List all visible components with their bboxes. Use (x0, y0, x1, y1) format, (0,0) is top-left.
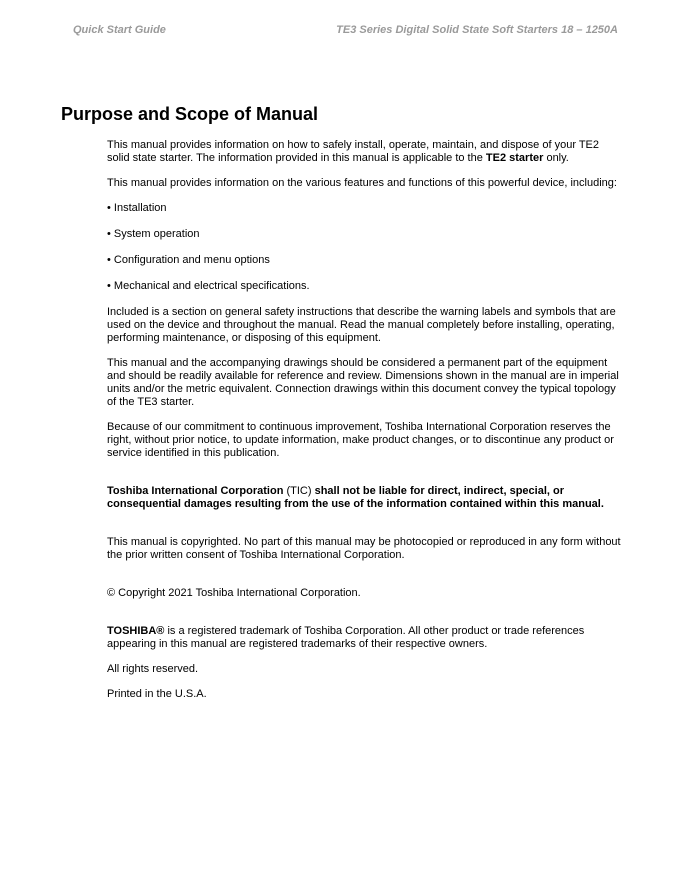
trademark-brand: TOSHIBA® (107, 625, 165, 637)
bullet-item-system-operation: • System operation (107, 228, 200, 240)
intro-text-a: This manual provides information on how to safely install, operate, maintain, and dispose of your TE2 solid state starter. The information provided in this manual is applicable to the (107, 139, 600, 164)
intro-product-name: TE2 starter (485, 152, 544, 164)
liability-abbrev: (TIC) (283, 485, 315, 497)
drawings-paragraph: This manual and the accompanying drawings should be considered a permanent part of the equipment and should be readily available for reference and review. Dimensions shown in the manual are in imperial units and/or the metric equivalent. Connection drawings within this document convey the typical topology of the TE3 starter. (107, 357, 619, 408)
page-header (73, 24, 618, 40)
trademark-paragraph (107, 625, 621, 651)
copyright-notice: This manual is copyrighted. No part of this manual may be photocopied or reproduced in any form without the prior written consent of Toshiba International Corporation. (107, 536, 621, 561)
rights-reserved: All rights reserved. (107, 663, 199, 675)
liability-paragraph (107, 485, 621, 511)
liability-company: Toshiba International Corporation (107, 485, 284, 497)
document-body (107, 139, 621, 713)
intro-paragraph (107, 139, 621, 165)
intro-text-b: only. (543, 152, 569, 164)
safety-paragraph: Included is a section on general safety instructions that describe the warning labels and symbols that are used on the device and throughout the manual. Read the manual completely before installing, operating, performing maintenance, or disposing of this equipment. (107, 306, 616, 344)
copyright-line: © Copyright 2021 Toshiba International Corporation. (107, 587, 361, 599)
bullet-item-specifications: • Mechanical and electrical specifications. (107, 280, 310, 292)
trademark-text: is a registered trademark of Toshiba Corporation. All other product or trade references appearing in this manual are registered trademarks of their respective owners. (107, 625, 585, 650)
header-guide-title: Quick Start Guide (73, 24, 166, 36)
improvement-paragraph: Because of our commitment to continuous improvement, Toshiba International Corporation reserves the right, without prior notice, to update information, make product changes, or to discontinue any product or service identified in this publication. (107, 421, 614, 459)
printed-in: Printed in the U.S.A. (107, 688, 207, 700)
liability-disclaimer: shall not be liable for direct, indirect, special, or consequential damages resulting from the use of the information contained within this manual. (107, 485, 604, 510)
bullet-item-configuration: • Configuration and menu options (107, 254, 270, 266)
features-paragraph: This manual provides information on the various features and functions of this powerful device, including: (107, 177, 617, 189)
bullet-item-installation: • Installation (107, 202, 167, 214)
page-title: Purpose and Scope of Manual (61, 104, 319, 124)
header-product-title: TE3 Series Digital Solid State Soft Starters 18 – 1250A (336, 24, 618, 36)
